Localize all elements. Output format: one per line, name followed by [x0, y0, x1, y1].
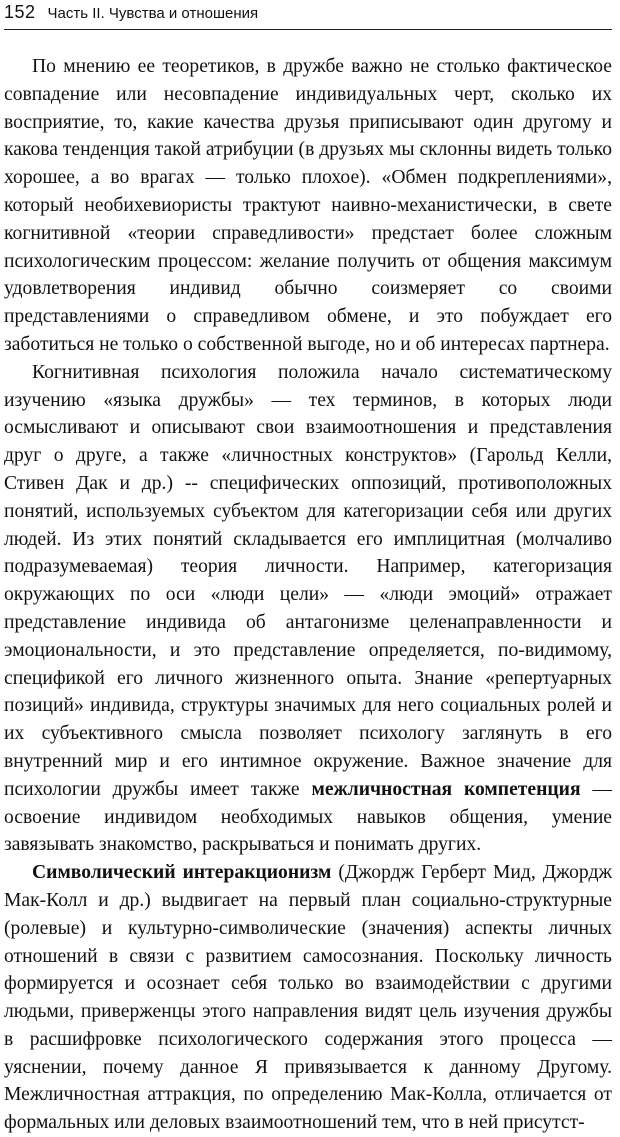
paragraph-3-text: (Джордж Герберт Мид, Джордж Мак-Колл и др.) выдвигает на первый план социально-структурные (ролевые) и культурно-символические (значения) аспекты личных отношений в связи с развитием самосознания. Поскольку личность формируется и осознает себя только во взаимодействии с другими людьми, приверженцы этого направления видят цель изучения дружбы в расшифровке психологического содержания этого процесса — уяснении, почему данное Я привязывается к данному Другому. Межличностная аттракция, по определению Мак-Колла, отличается от формальных или деловых взаимоотношений тем, что в ней присутст- — [4, 862, 612, 1134]
term-symbolic-interactionism: Символический интеракционизм — [32, 862, 332, 884]
paragraph-2-text-after: — освоение индивидом необходимых навыков общения, умение завязывать знакомство, раскрываться и понимать других. — [4, 778, 612, 856]
term-interpersonal-competence: межличностная компетенция — [311, 778, 581, 800]
paragraph-2-text-before: Когнитивная психология положила начало систематическому изучению «языка дружбы» — тех терминов, в которых люди осмысливают и описывают свои взаимоотношения и представления друг о друге, а также «личностных конструктов» (Гарольд Келли, Стивен Дак и др.) -- специфических оппозиций, противоположных понятий, используемых субъектом для категоризации себя или других людей. Из этих понятий складывается его имплицитная (молчаливо подразумеваемая) теория личности. Например, категоризация окружающих по оси «люди цели» — «люди эмоций» отражает представление индивида об антагонизме целенаправленности и эмоциональности, и это представление определяется, по-видимому, спецификой его личного жизненного опыта. Знание «репертуарных позиций» индивида, структуры значимых для него социальных ролей и их субъективного смысла позволяет психологу заглянуть в его внутренний мир и его интимное окружение. Важное значение для психологии дружбы имеет также — [4, 361, 612, 800]
body-text — [4, 30, 612, 1137]
page-number: 152 — [4, 2, 36, 22]
paragraph-3 — [4, 859, 612, 1137]
paragraph-1 — [4, 53, 612, 359]
page-header — [4, 0, 612, 30]
paragraph-2 — [4, 359, 612, 859]
paragraph-1-text: По мнению ее теоретиков, в дружбе важно не столько фактическое совпадение или несовпадение индивидуальных черт, сколько их восприятие, то, какие качества друзья приписывают один другому и какова тенденция такой атрибуции (в друзьях мы склонны видеть только хорошее, а во врагах — только плохое). «Обмен подкреплениями», который необихевиористы трактуют наивно-механистически, в свете когнитивной «теории справедливости» предстает более сложным психологическим процессом: желание получить от общения максимум удовлетворения индивид обычно соизмеряет со своими представлениями о справедливом обмене, и это побуждает его заботиться не только о собственной выгоде, но и об интересах партнера. — [4, 56, 612, 355]
running-head: Часть II. Чувства и отношения — [47, 5, 259, 22]
